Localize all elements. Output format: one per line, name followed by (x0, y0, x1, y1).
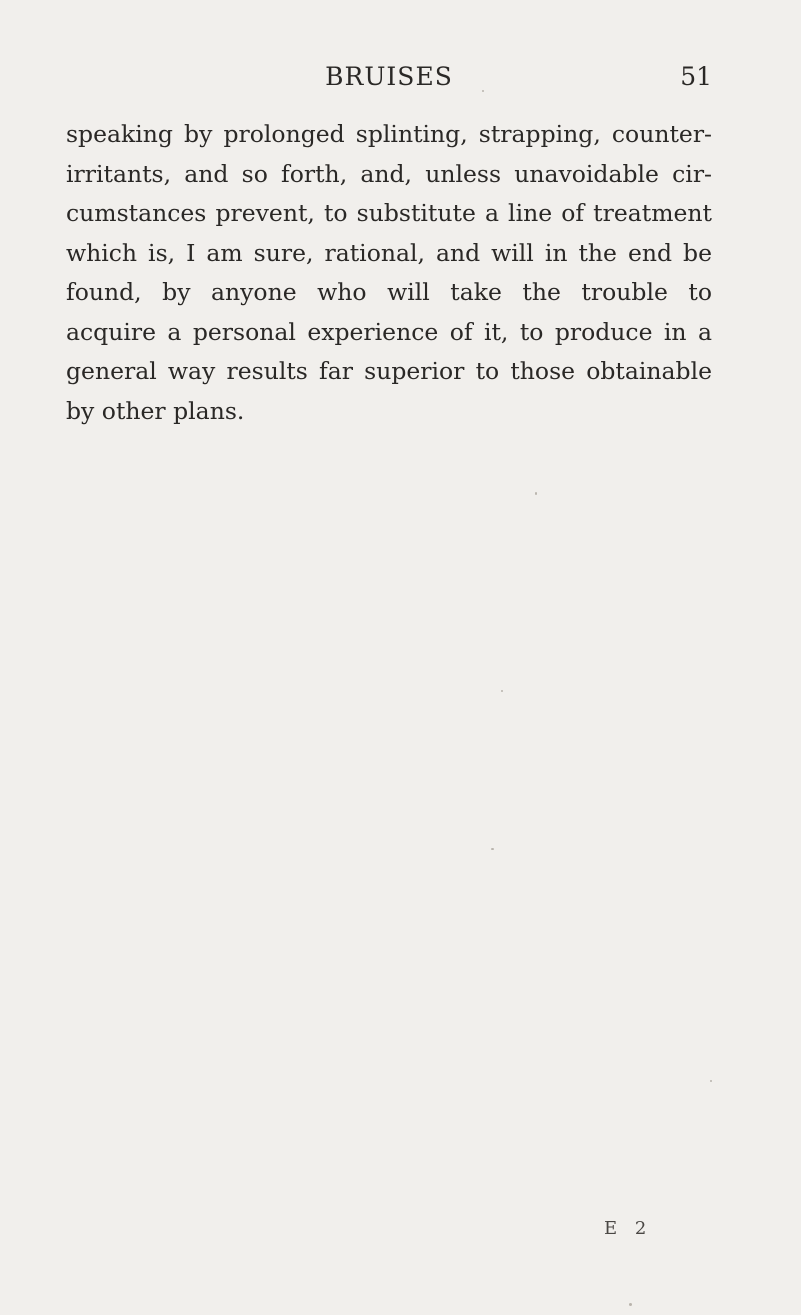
text-line: cumstances prevent, to substitute a line of treatment (66, 199, 712, 227)
paper-speck (482, 90, 484, 92)
text-line: acquire a personal experience of it, to produce in a (66, 317, 712, 346)
paper-speck (535, 492, 537, 495)
text-line: found, by anyone who will take the trouble to (66, 278, 712, 306)
page-number: 51 (680, 62, 712, 91)
text-line: which is, I am sure, rational, and will in the end be (66, 238, 712, 267)
body-paragraph (66, 115, 712, 431)
paper-speck (501, 690, 503, 692)
paper-speck (491, 848, 494, 850)
running-head (66, 62, 712, 96)
text-line: by other plans. (66, 396, 245, 425)
paper-speck (629, 1303, 632, 1306)
running-title: BRUISES (325, 62, 453, 91)
paper-speck (710, 1080, 712, 1082)
text-line: speaking by prolonged splinting, strapping, counter- (66, 120, 712, 148)
text-line: irritants, and so forth, and, unless unavoidable cir- (66, 159, 712, 188)
text-line: general way results far superior to those obtainable (66, 357, 712, 385)
signature-mark: E 2 (604, 1218, 653, 1239)
